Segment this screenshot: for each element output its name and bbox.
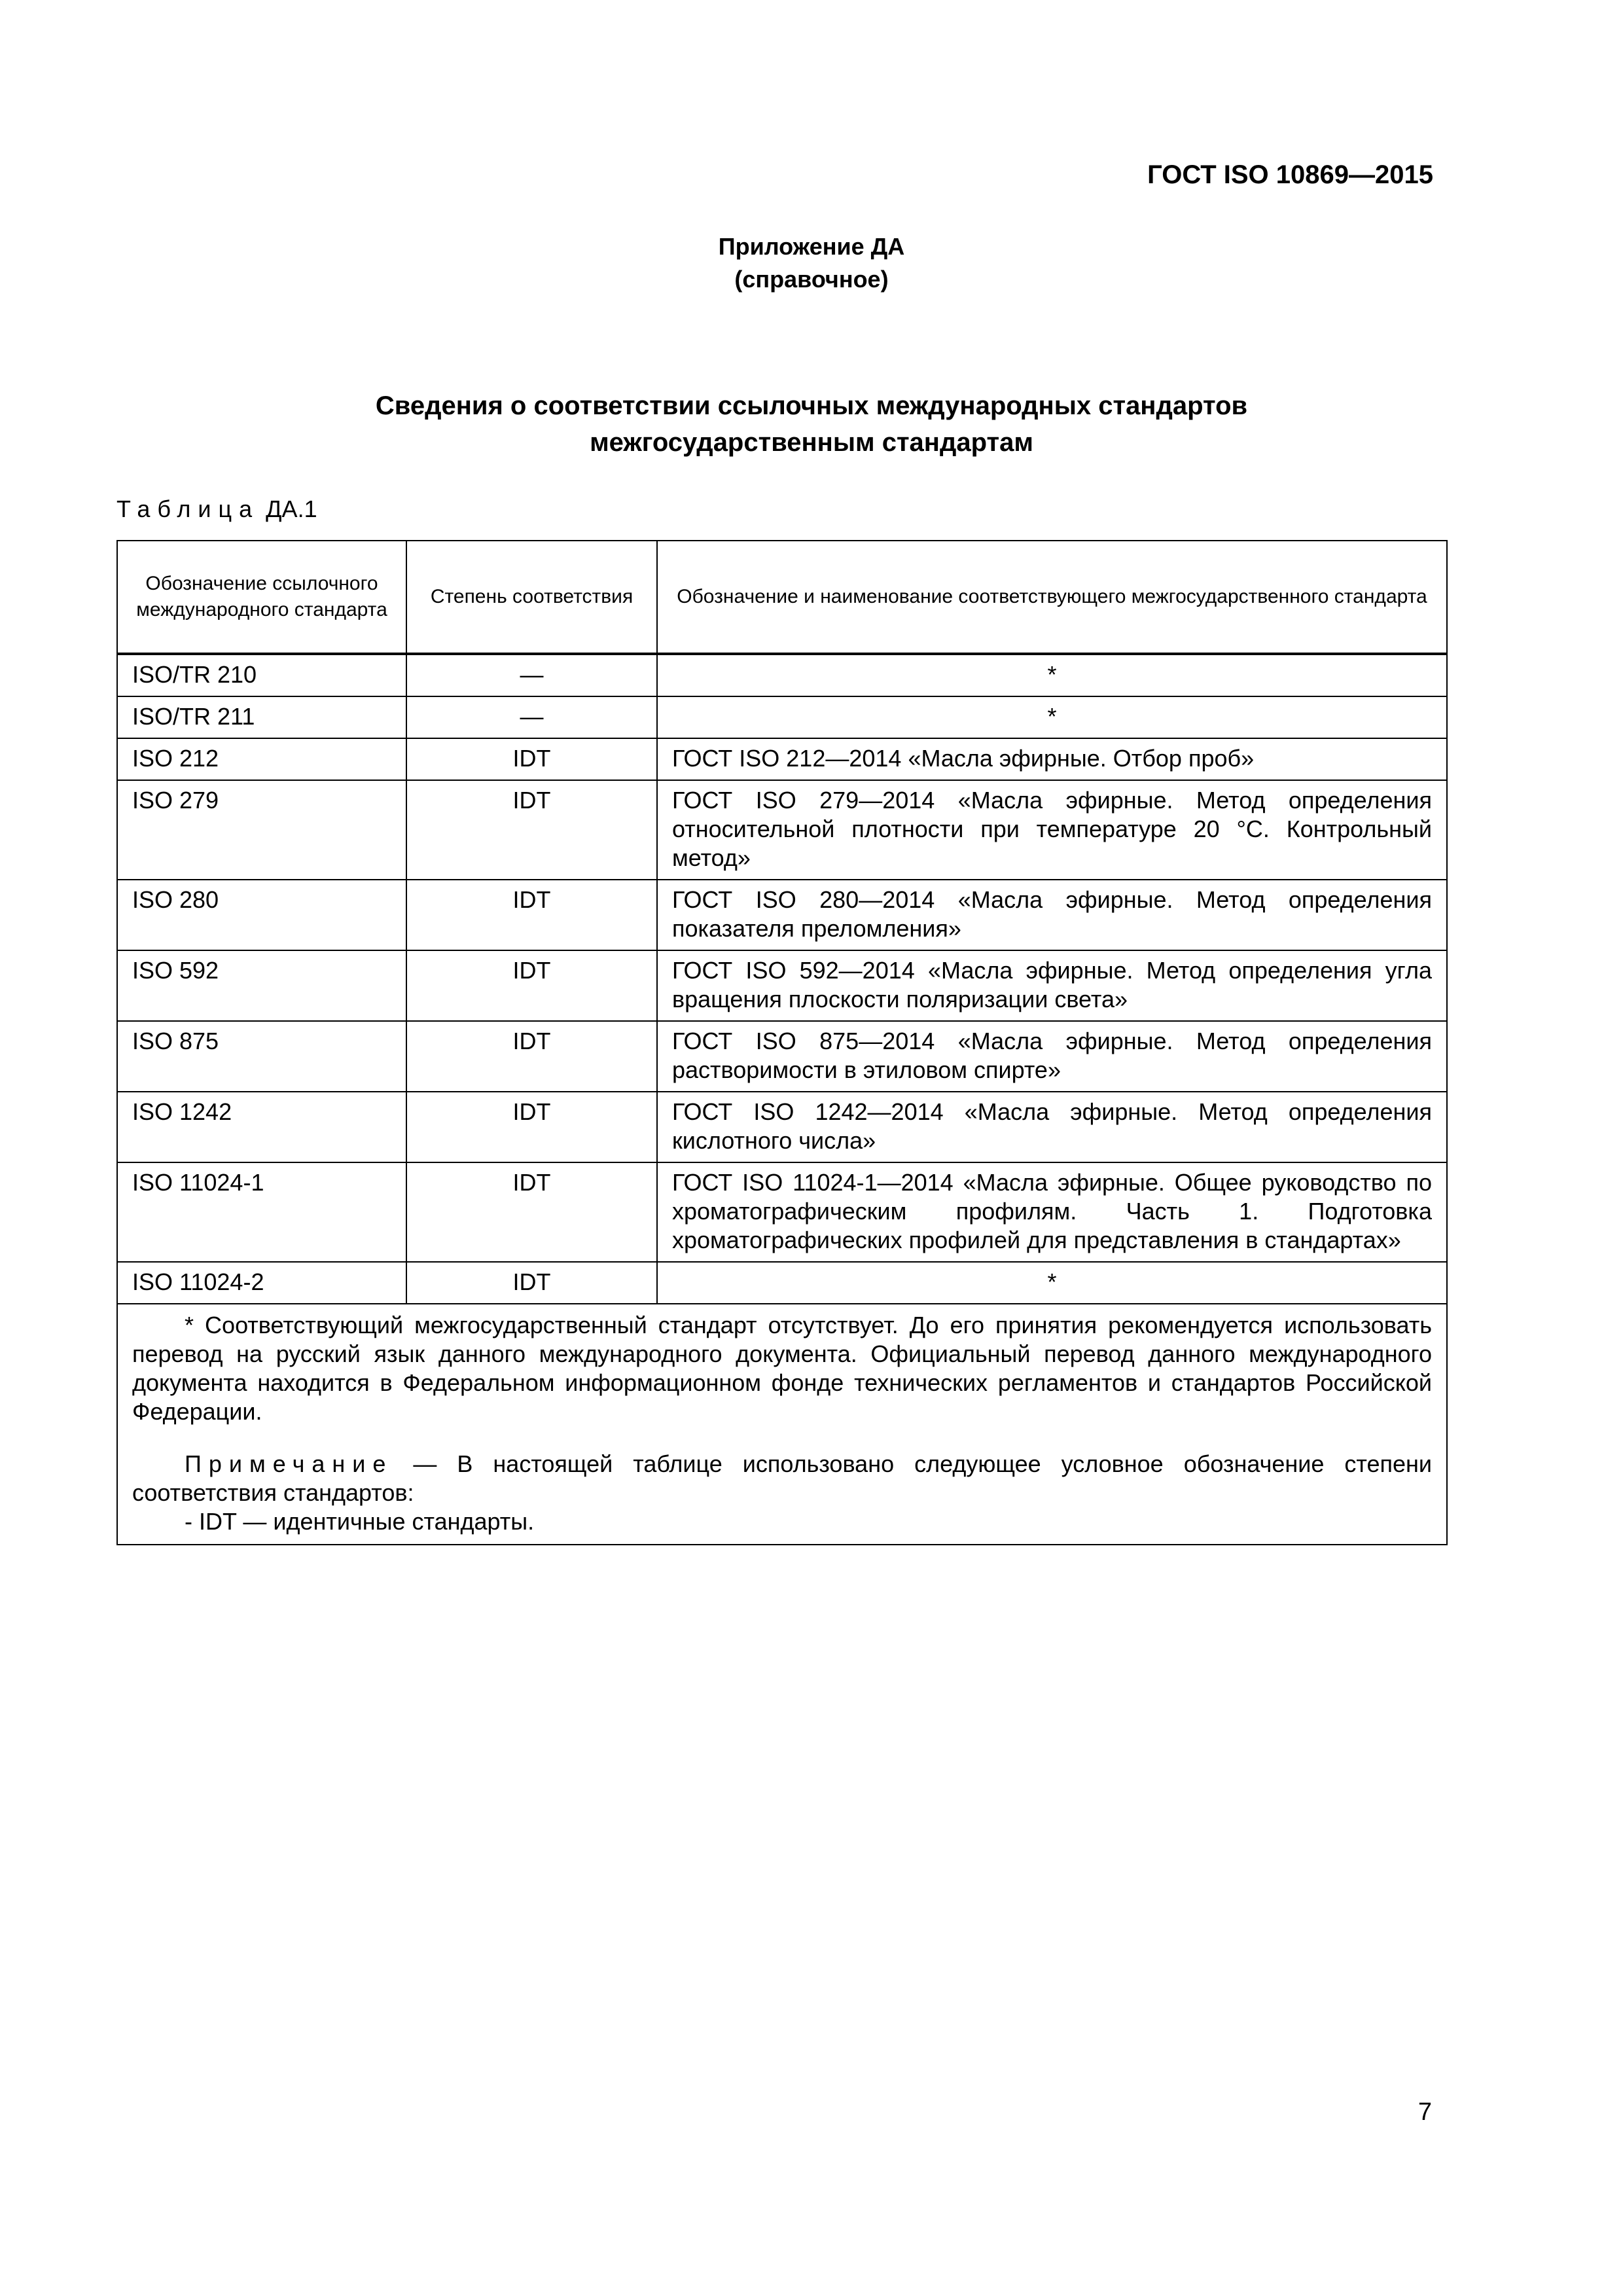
table-row	[117, 654, 1447, 696]
cell-degree: IDT	[406, 1092, 657, 1162]
table-row	[117, 1162, 1447, 1262]
table-row	[117, 1021, 1447, 1092]
cell-ref: ISO 592	[117, 950, 406, 1021]
column-header-gost: Обозначение и наименование соответствующего межгосударственного стандарта	[657, 541, 1447, 654]
note-label: Примечание	[185, 1450, 393, 1477]
table-row	[117, 738, 1447, 780]
cell-degree: IDT	[406, 738, 657, 780]
cell-degree: IDT	[406, 1021, 657, 1092]
cell-ref: ISO/TR 210	[117, 654, 406, 696]
note-text: — В настоящей таблице использовано следующее условное обозначение степени соответствия стандартов:	[132, 1450, 1432, 1506]
cell-degree: IDT	[406, 780, 657, 880]
annex-status: (справочное)	[734, 266, 889, 293]
table-row	[117, 780, 1447, 880]
section-heading-line-2: межгосударственным стандартам	[590, 428, 1033, 457]
cell-ref: ISO 1242	[117, 1092, 406, 1162]
section-heading-line-1: Сведения о соответствии ссылочных международных стандартов	[375, 391, 1248, 420]
cell-degree: IDT	[406, 880, 657, 950]
document-code: ГОСТ ISO 10869—2015	[1147, 160, 1433, 189]
table-caption	[116, 495, 317, 523]
cell-degree: IDT	[406, 950, 657, 1021]
cell-degree: —	[406, 696, 657, 738]
cell-gost: ГОСТ ISO 212—2014 «Масла эфирные. Отбор проб»	[657, 738, 1447, 780]
column-header-degree: Степень соответствия	[406, 541, 657, 654]
cell-gost: ГОСТ ISO 280—2014 «Масла эфирные. Метод определения показателя преломления»	[657, 880, 1447, 950]
table-footer-row	[117, 1304, 1447, 1545]
correspondence-table	[116, 540, 1448, 1545]
cell-gost: *	[657, 654, 1447, 696]
table-caption-label: Таблица	[116, 495, 260, 522]
footnote-text: * Соответствующий межгосударственный стандарт отсутствует. До его принятия рекомендуется использовать перевод на русский язык данного международного документа. Официальный перевод данного международного документа находится в Федеральном информационном фонде технических регламентов и стандартов Российской Федерации.	[132, 1312, 1432, 1425]
cell-ref: ISO 212	[117, 738, 406, 780]
cell-gost: ГОСТ ISO 279—2014 «Масла эфирные. Метод определения относительной плотности при температуре 20 °С. Контрольный метод»	[657, 780, 1447, 880]
table-footnotes	[117, 1304, 1447, 1545]
table-header-row	[117, 541, 1447, 654]
cell-gost: ГОСТ ISO 592—2014 «Масла эфирные. Метод определения угла вращения плоскости поляризации света»	[657, 950, 1447, 1021]
table-row	[117, 1092, 1447, 1162]
table-row	[117, 880, 1447, 950]
note-paragraph	[132, 1450, 1432, 1507]
cell-ref: ISO 280	[117, 880, 406, 950]
cell-degree: —	[406, 654, 657, 696]
page-number: 7	[1418, 2098, 1432, 2126]
cell-gost: ГОСТ ISO 875—2014 «Масла эфирные. Метод определения растворимости в этиловом спирте»	[657, 1021, 1447, 1092]
cell-gost: ГОСТ ISO 11024-1—2014 «Масла эфирные. Общее руководство по хроматографическим профилям. Часть 1. Подготовка хроматографических профилей для представления в стандартах»	[657, 1162, 1447, 1262]
cell-ref: ISO 11024-2	[117, 1262, 406, 1304]
cell-gost: *	[657, 1262, 1447, 1304]
cell-ref: ISO 875	[117, 1021, 406, 1092]
cell-gost: ГОСТ ISO 1242—2014 «Масла эфирные. Метод определения кислотного числа»	[657, 1092, 1447, 1162]
annex-title: Приложение ДА	[718, 233, 905, 260]
column-header-ref: Обозначение ссылочного международного стандарта	[117, 541, 406, 654]
note-item: - IDT — идентичные стандарты.	[185, 1508, 535, 1535]
cell-degree: IDT	[406, 1162, 657, 1262]
cell-degree: IDT	[406, 1262, 657, 1304]
cell-gost: *	[657, 696, 1447, 738]
cell-ref: ISO/TR 211	[117, 696, 406, 738]
table-caption-number: ДА.1	[266, 495, 317, 522]
cell-ref: ISO 11024-1	[117, 1162, 406, 1262]
cell-ref: ISO 279	[117, 780, 406, 880]
table-row	[117, 950, 1447, 1021]
table-row	[117, 1262, 1447, 1304]
table-row	[117, 696, 1447, 738]
